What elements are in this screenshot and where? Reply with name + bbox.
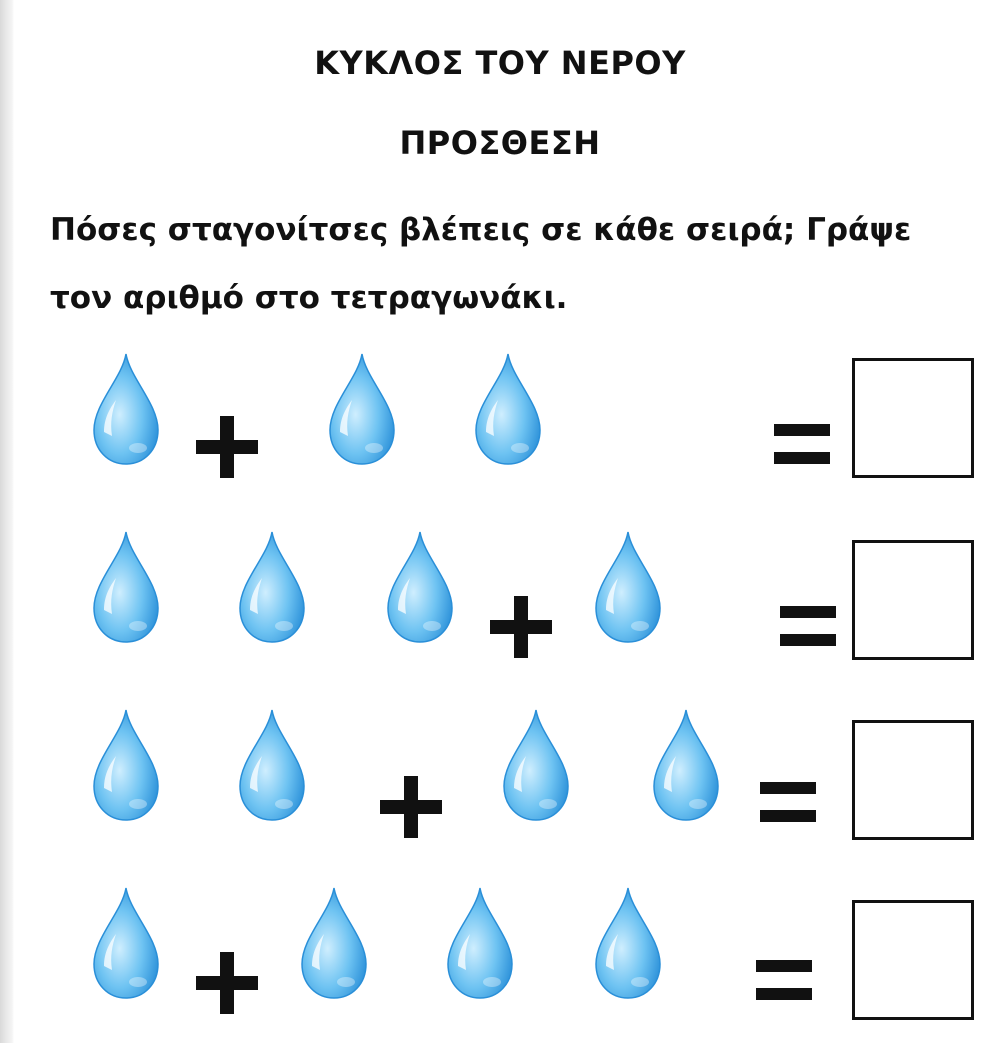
equals-sign-icon (760, 782, 816, 822)
worksheet-subtitle: ΠΡΟΣΘΕΣΗ (399, 124, 601, 162)
answer-box-row-2[interactable] (852, 540, 974, 660)
equals-sign-icon (774, 424, 830, 464)
plus-sign-icon (490, 596, 552, 658)
equals-sign-icon (756, 960, 812, 1000)
water-drop-icon (88, 708, 164, 822)
water-drop-icon (88, 352, 164, 466)
water-drop-icon (498, 708, 574, 822)
water-drop-icon (88, 886, 164, 1000)
water-drop-icon (648, 708, 724, 822)
water-drop-icon (590, 530, 666, 644)
equals-sign-icon (780, 606, 836, 646)
water-drop-icon (296, 886, 372, 1000)
water-drop-icon (442, 886, 518, 1000)
water-drop-icon (234, 530, 310, 644)
answer-box-row-3[interactable] (852, 720, 974, 840)
answer-box-row-1[interactable] (852, 358, 974, 478)
water-drop-icon (324, 352, 400, 466)
instruction-line-2: τον αριθμό στο τετραγωνάκι. (50, 280, 568, 316)
worksheet-title: ΚΥΚΛΟΣ ΤΟΥ ΝΕΡΟΥ (314, 44, 686, 82)
plus-sign-icon (196, 416, 258, 478)
instruction-line-1: Πόσες σταγονίτσες βλέπεις σε κάθε σειρά; Γράψε (50, 212, 912, 248)
water-drop-icon (382, 530, 458, 644)
plus-sign-icon (380, 776, 442, 838)
water-drop-icon (88, 530, 164, 644)
plus-sign-icon (196, 952, 258, 1014)
water-drop-icon (234, 708, 310, 822)
water-drop-icon (590, 886, 666, 1000)
instructions (50, 196, 990, 332)
water-drop-icon (470, 352, 546, 466)
answer-box-row-4[interactable] (852, 900, 974, 1020)
